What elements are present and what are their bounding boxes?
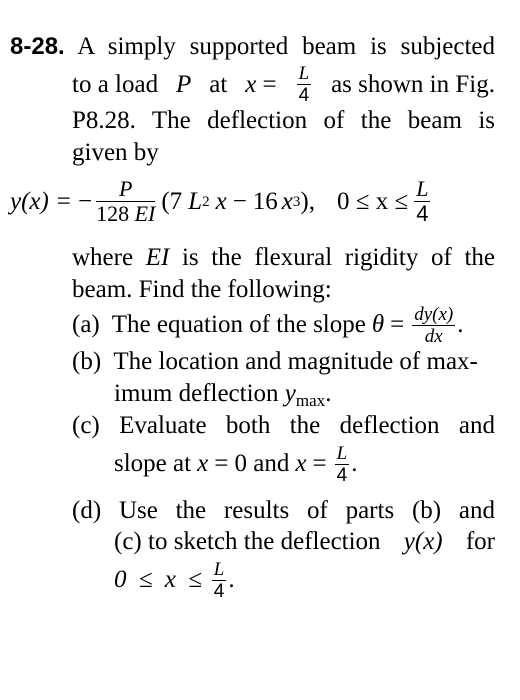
equation-fraction-den-symbol: EI	[134, 201, 156, 226]
slope-fraction-numerator: dy(x)	[414, 303, 454, 325]
part-d-fraction-denominator: 4	[213, 580, 225, 602]
intro-text-2b: at	[209, 70, 228, 98]
part-b-label: (b)	[72, 348, 102, 375]
y-max-symbol: y	[284, 380, 296, 407]
part-d-period: .	[228, 566, 235, 593]
equation-paren-open: (7	[161, 187, 183, 215]
equation-coefficient-16: 16	[252, 187, 278, 215]
part-d-label: (d)	[72, 497, 102, 524]
part-d-text-1: Use the results of parts (b) and	[118, 497, 495, 524]
part-c-line-2	[114, 442, 357, 486]
part-d-range: 0 ≤ x ≤	[114, 566, 202, 593]
part-d-line-1	[72, 496, 495, 526]
equation-x-exponent: 3	[292, 193, 301, 210]
part-b-line-1	[72, 347, 478, 377]
body-text-1b: is the flexural rigidity of the	[181, 244, 495, 271]
fraction-denominator: 4	[298, 85, 310, 106]
part-d-fraction	[212, 560, 227, 601]
part-d-text-for: for	[465, 528, 495, 555]
deflection-equation	[10, 178, 495, 225]
part-d-fraction-numerator: L	[213, 558, 225, 580]
problem-number: 8-28.	[10, 33, 65, 60]
part-b-period: .	[325, 380, 332, 407]
equation-fraction	[96, 178, 155, 225]
equation-x2: x	[281, 187, 293, 215]
equation-paren-close: ),	[300, 187, 315, 215]
part-c-text-1: Evaluate both the deflection and	[119, 412, 495, 439]
part-c-fraction-denominator: 4	[336, 464, 348, 486]
problem-intro-line-1	[10, 32, 495, 62]
body-line-2: beam. Find the following:	[72, 276, 332, 303]
part-c-equals: =	[312, 450, 327, 477]
part-a-equals: =	[390, 311, 405, 338]
part-c-label: (c)	[72, 412, 100, 439]
fraction-L-over-4	[297, 64, 312, 105]
equation-range: 0 ≤ x ≤	[336, 187, 409, 215]
body-line-1	[72, 243, 495, 273]
equation-minus: −	[77, 187, 93, 215]
problem-intro-line-2	[72, 64, 495, 105]
part-b-text-1: The location and magnitude of max-	[113, 348, 478, 375]
slope-fraction	[412, 305, 455, 346]
part-c-fraction	[335, 444, 350, 485]
part-b-text-2: imum deflection	[114, 380, 279, 407]
intro-text-1: A simply supported beam is subjected	[77, 33, 496, 60]
part-a-period: .	[457, 311, 464, 338]
fraction-numerator: L	[298, 63, 310, 84]
part-a	[72, 304, 464, 346]
body-text-1a: where	[72, 244, 134, 271]
intro-text-2a: to a load	[72, 70, 159, 98]
theta-symbol: θ	[371, 311, 385, 338]
equation-L: L	[188, 187, 203, 215]
equation-lhs: y(x) =	[10, 187, 72, 215]
part-d-line-2	[114, 527, 495, 557]
y-max-subscript: max	[295, 391, 326, 410]
part-c-fraction-numerator: L	[336, 442, 348, 464]
equation-range-fraction	[414, 178, 430, 225]
part-c-period: .	[351, 450, 358, 477]
slope-fraction-denominator: dx	[424, 325, 443, 347]
part-a-text: The equation of the slope	[111, 311, 366, 338]
range-fraction-denominator: 4	[416, 201, 429, 226]
part-c-equals-zero-and: = 0 and	[214, 450, 290, 477]
problem-intro-line-3: P8.28. The deflection of the beam is	[72, 107, 495, 134]
equals-sign: =	[262, 70, 277, 98]
problem-intro-line-4: given by	[72, 139, 159, 166]
part-a-label: (a)	[72, 311, 100, 338]
intro-text-2c: as shown in Fig.	[331, 70, 495, 98]
range-fraction-numerator: L	[416, 176, 429, 201]
equation-fraction-den-number: 128	[96, 201, 130, 226]
equation-minus-2: −	[232, 187, 247, 215]
part-d-text-2: (c) to sketch the deflection	[114, 528, 381, 555]
equation-fraction-numerator: P	[96, 178, 155, 202]
x-variable: x	[245, 70, 257, 98]
part-c-text-2: slope at	[114, 450, 192, 477]
load-symbol: P	[176, 70, 192, 98]
part-c-x: x	[197, 450, 209, 477]
part-c-x2: x	[295, 450, 307, 477]
equation-x1: x	[215, 187, 227, 215]
part-c-line-1	[72, 411, 495, 441]
equation-L-exponent: 2	[202, 193, 210, 210]
part-d-line-3	[114, 556, 235, 604]
flexural-rigidity-symbol: EI	[145, 244, 170, 271]
part-d-y-of-x: y(x)	[403, 528, 443, 555]
